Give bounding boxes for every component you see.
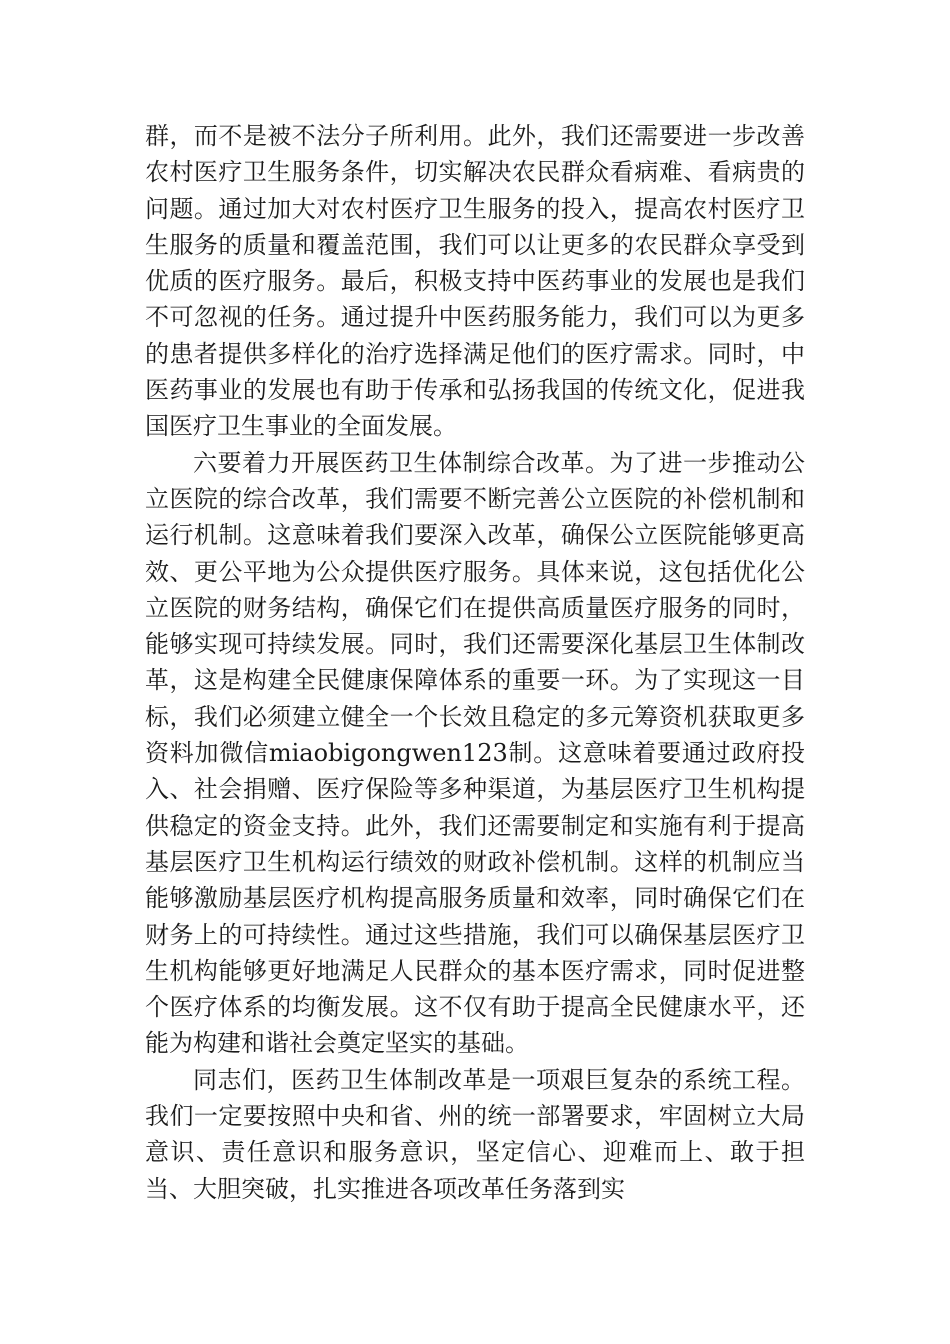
document-body (145, 118, 805, 1207)
paragraph-comrades: 同志们，医药卫生体制改革是一项艰巨复杂的系统工程。我们一定要按照中央和省、州的统一部署要求，牢固树立大局意识、责任意识和服务意识，坚定信心、迎难而上、敢于担当、大胆突破，扎实推进各项改革任务落到实 (145, 1065, 805, 1203)
paragraph-rural-healthcare: 群，而不是被不法分子所利用。此外，我们还需要进一步改善农村医疗卫生服务条件，切实解决农民群众看病难、看病贵的问题。通过加大对农村医疗卫生服务的投入，提高农村医疗卫生服务的质量和覆盖范围，我们可以让更多的农民群众享受到优质的医疗服务。最后，积极支持中医药事业的发展也是我们不可忽视的任务。通过提升中医药服务能力，我们可以为更多的患者提供多样化的治疗选择满足他们的医疗需求。同时，中医药事业的发展也有助于传承和弘扬我国的传统文化，促进我国医疗卫生事业的全面发展。 (145, 122, 805, 441)
paragraph-reform-six: 六要着力开展医药卫生体制综合改革。为了进一步推动公立医院的综合改革，我们需要不断完善公立医院的补偿机制和运行机制。这意味着我们要深入改革，确保公立医院能够更高效、更公平地为公众提供医疗服务。具体来说，这包括优化公立医院的财务结构，确保它们在提供高质量医疗服务的同时，能够实现可持续发展。同时，我们还需要深化基层卫生体制改革，这是构建全民健康保障体系的重要一环。为了实现这一目标，我们必须建立健全一个长效且稳定的多元筹资机获取更多资料加微信miaobigongwen123制。这意味着要通过政府投入、社会捐赠、医疗保险等多种渠道，为基层医疗卫生机构提供稳定的资金支持。此外，我们还需要制定和实施有利于提高基层医疗卫生机构运行绩效的财政补偿机制。这样的机制应当能够激励基层医疗机构提高服务质量和效率，同时确保它们在财务上的可持续性。通过这些措施，我们可以确保基层医疗卫生机构能够更好地满足人民群众的基本医疗需求，同时促进整个医疗体系的均衡发展。这不仅有助于提高全民健康水平，还能为构建和谐社会奠定坚实的基础。 (145, 448, 805, 1058)
